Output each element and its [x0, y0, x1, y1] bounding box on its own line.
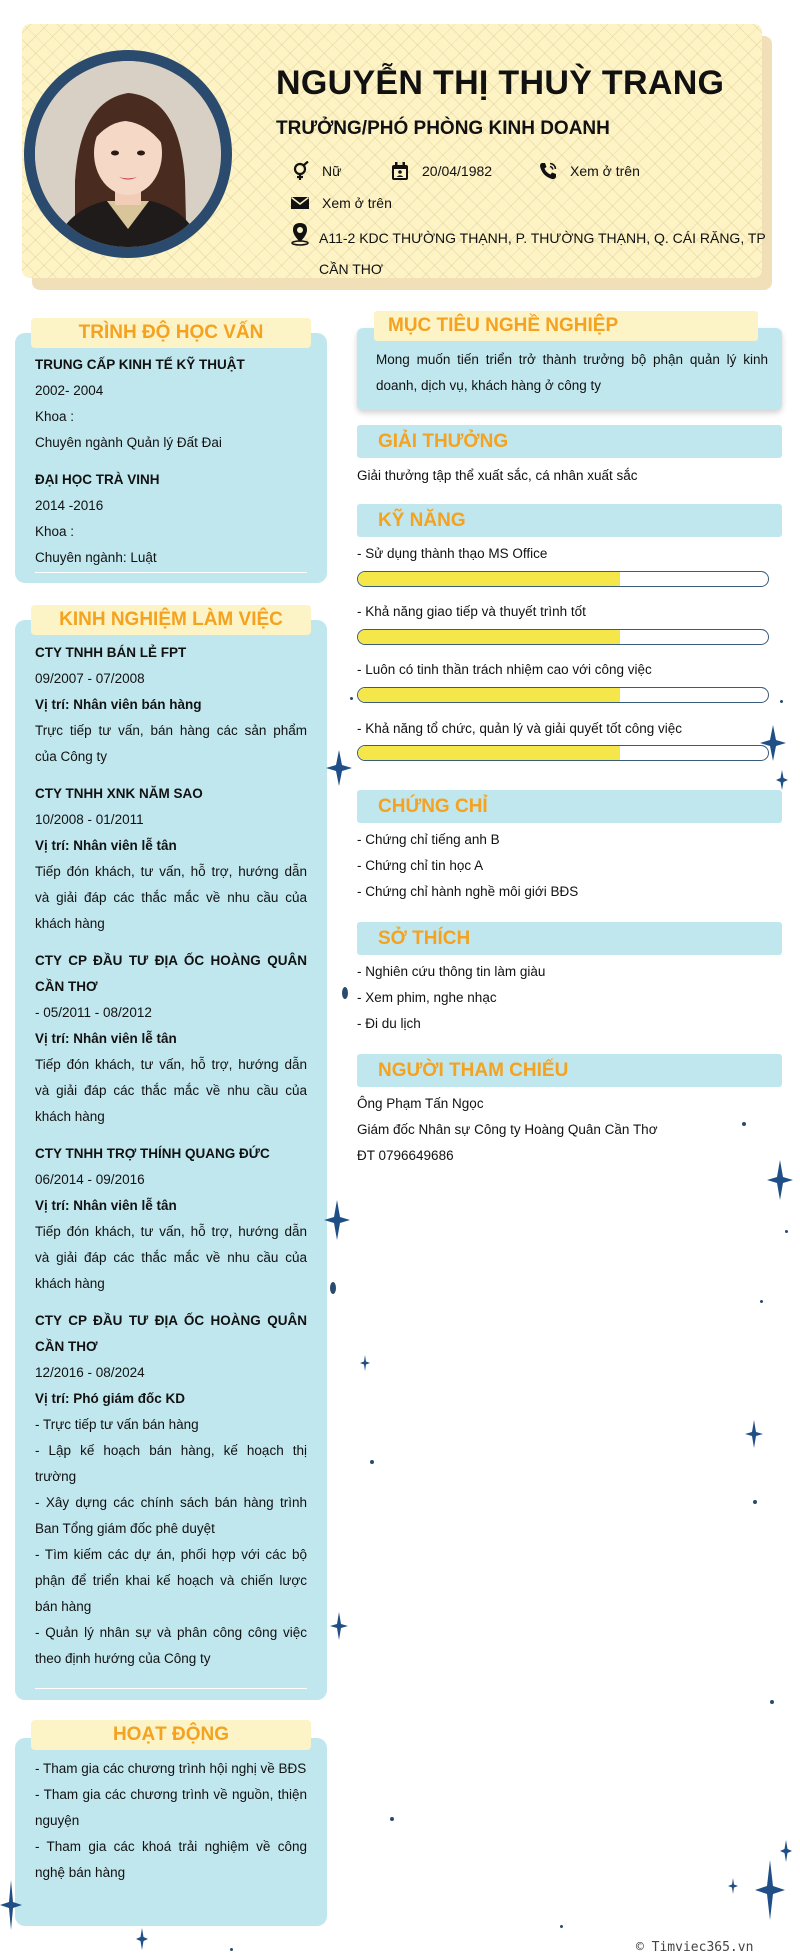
experience-role: Vị trí: Nhân viên lễ tân	[35, 1198, 177, 1213]
skill-meter	[357, 687, 769, 703]
activities-title: HOẠT ĐỘNG	[31, 1720, 311, 1750]
avatar-photo	[35, 61, 221, 247]
education-years: 2014 -2016	[35, 498, 104, 513]
awards-title: GIẢI THƯỞNG	[378, 431, 509, 452]
experience-period: - 05/2011 - 08/2012	[35, 1005, 152, 1020]
skill-meter-fill	[358, 630, 620, 644]
reference-item: ĐT 0796649686	[357, 1148, 454, 1163]
certificate-item: - Chứng chỉ hành nghề môi giới BĐS	[357, 884, 579, 899]
star-icon	[136, 1928, 148, 1950]
experience-desc: - Quản lý nhân sự và phân công công việc theo định hướng của Công ty	[35, 1625, 307, 1666]
experience-desc: Tiếp đón khách, tư vấn, hỗ trợ, hướng dẫn và giải đáp các thắc mắc về nhu cầu của khách hàng	[35, 864, 307, 931]
certificates-list	[357, 827, 782, 905]
decor-dot	[230, 1948, 233, 1951]
education-faculty: Khoa :	[35, 409, 75, 424]
experience-desc: - Lập kế hoạch bán hàng, kế hoạch thị trường	[35, 1443, 307, 1484]
objective-title: MỤC TIÊU NGHỀ NGHIỆP	[374, 311, 758, 341]
experience-desc: Trực tiếp tư vấn, bán hàng các sản phẩm của Công ty	[35, 723, 307, 764]
education-faculty: Khoa :	[35, 524, 75, 539]
hobby-item: - Nghiên cứu thông tin làm giàu	[357, 964, 546, 979]
divider	[35, 572, 307, 573]
email-info	[290, 193, 392, 213]
gender-value: Nữ	[322, 163, 342, 179]
star-icon	[767, 1160, 793, 1200]
star-icon	[745, 1420, 763, 1448]
experience-role: Vị trí: Nhân viên lễ tân	[35, 1031, 177, 1046]
education-list	[35, 352, 307, 571]
reference-item: Giám đốc Nhân sự Công ty Hoàng Quân Cần Thơ	[357, 1122, 658, 1137]
decor-dot	[785, 1230, 788, 1233]
experience-company: CTY CP ĐẦU TƯ ĐỊA ỐC HOÀNG QUÂN CẦN THƠ	[35, 1313, 307, 1354]
hobby-item: - Đi du lịch	[357, 1016, 421, 1031]
birthday-value: 20/04/1982	[422, 163, 493, 179]
experience-desc: - Tìm kiếm các dự án, phối hợp với các bộ phận để triển khai kế hoạch và chiến lược bán hàng	[35, 1547, 307, 1614]
skill-meter	[357, 571, 769, 587]
star-icon	[326, 750, 352, 786]
education-major: Chuyên ngành: Luật	[35, 550, 157, 565]
star-icon	[776, 770, 788, 790]
experience-role: Vị trí: Nhân viên lễ tân	[35, 838, 177, 853]
address-value: A11-2 KDC THƯỜNG THẠNH, P. THƯỜNG THẠNH, Q. CÁI RĂNG, TP CẦN THƠ	[319, 230, 766, 277]
star-icon	[755, 1860, 785, 1920]
skill-meter-fill	[358, 688, 620, 702]
experience-company: CTY CP ĐẦU TƯ ĐỊA ỐC HOÀNG QUÂN CẦN THƠ	[35, 953, 307, 994]
candidate-name: NGUYỄN THỊ THUỲ TRANG	[276, 64, 725, 102]
skill-meter	[357, 629, 769, 645]
location-icon	[290, 222, 310, 246]
decor-dot	[370, 1460, 374, 1464]
avatar	[35, 61, 221, 247]
experience-title: KINH NGHIỆM LÀM VIỆC	[31, 605, 311, 635]
awards-text: Giải thưởng tập thể xuất sắc, cá nhân xuất sắc	[357, 468, 638, 483]
experience-desc: - Trực tiếp tư vấn bán hàng	[35, 1417, 199, 1432]
experience-period: 10/2008 - 01/2011	[35, 812, 144, 827]
skill-meter-fill	[358, 746, 620, 760]
certificates-title: CHỨNG CHỈ	[378, 796, 488, 817]
phone-info	[538, 161, 640, 181]
divider	[35, 1688, 307, 1689]
decor-dot	[342, 987, 348, 999]
star-icon	[728, 1878, 738, 1894]
decor-dot	[330, 1282, 336, 1294]
experience-desc: Tiếp đón khách, tư vấn, hỗ trợ, hướng dẫn và giải đáp các thắc mắc về nhu cầu của khách hàng	[35, 1057, 307, 1124]
certificate-item: - Chứng chỉ tiếng anh B	[357, 832, 500, 847]
experience-company: CTY TNHH XNK NĂM SAO	[35, 786, 203, 801]
education-major: Chuyên ngành Quản lý Đất Đai	[35, 435, 222, 450]
experience-list	[35, 640, 307, 1672]
email-icon	[290, 193, 310, 213]
activity-item: - Tham gia các khoá trải nghiệm về công nghệ bán hàng	[35, 1839, 307, 1880]
education-years: 2002- 2004	[35, 383, 104, 398]
objective-text: Mong muốn tiến triển trở thành trưởng bộ phận quản lý kinh doanh, dịch vụ, khách hàng ở công ty	[376, 352, 768, 393]
gender-icon	[290, 161, 310, 181]
skill-meter	[357, 745, 769, 761]
certificate-item: - Chứng chỉ tin học A	[357, 858, 484, 873]
references-list	[357, 1091, 782, 1169]
star-icon	[324, 1200, 350, 1240]
decor-dot	[390, 1817, 394, 1821]
activity-item: - Tham gia các chương trình về nguồn, thiện nguyện	[35, 1787, 307, 1828]
decor-dot	[760, 1300, 763, 1303]
star-icon	[0, 1880, 22, 1930]
experience-desc: - Xây dựng các chính sách bán hàng trình Ban Tổng giám đốc phê duyệt	[35, 1495, 307, 1536]
experience-role: Vị trí: Phó giám đốc KD	[35, 1391, 186, 1406]
email-value: Xem ở trên	[322, 195, 392, 211]
decor-dot	[770, 1700, 774, 1704]
phone-icon	[538, 161, 558, 181]
education-title: TRÌNH ĐỘ HỌC VẤN	[31, 318, 311, 348]
experience-period: 09/2007 - 07/2008	[35, 671, 145, 686]
skill-meter-fill	[358, 572, 620, 586]
experience-period: 12/2016 - 08/2024	[35, 1365, 145, 1380]
activities-list	[35, 1756, 307, 1886]
reference-item: Ông Phạm Tấn Ngọc	[357, 1096, 484, 1111]
decor-dot	[560, 1925, 563, 1928]
experience-company: CTY TNHH TRỢ THÍNH QUANG ĐỨC	[35, 1146, 270, 1161]
education-school: TRUNG CẤP KINH TẾ KỸ THUẬT	[35, 357, 245, 372]
watermark: © Timviec365.vn	[636, 1940, 754, 1955]
candidate-position: TRƯỞNG/PHÓ PHÒNG KINH DOANH	[276, 118, 610, 139]
hobbies-list	[357, 959, 782, 1037]
references-title: NGƯỜI THAM CHIẾU	[378, 1060, 569, 1081]
star-icon	[360, 1355, 370, 1371]
gender-info	[290, 161, 341, 181]
decor-dot	[753, 1500, 757, 1504]
skill-label: - Khả năng giao tiếp và thuyết trình tốt	[357, 604, 586, 619]
decor-dot	[350, 697, 353, 700]
experience-company: CTY TNHH BÁN LẺ FPT	[35, 645, 187, 660]
skills-title: KỸ NĂNG	[378, 510, 466, 531]
decor-dot	[780, 700, 783, 703]
hobbies-title: SỞ THÍCH	[378, 928, 471, 949]
hobby-item: - Xem phim, nghe nhạc	[357, 990, 497, 1005]
experience-period: 06/2014 - 09/2016	[35, 1172, 145, 1187]
experience-desc: Tiếp đón khách, tư vấn, hỗ trợ, hướng dẫn và giải đáp các thắc mắc về nhu cầu của khách hàng	[35, 1224, 307, 1291]
skill-label: - Luôn có tinh thần trách nhiệm cao với công việc	[357, 662, 652, 677]
education-school: ĐẠI HỌC TRÀ VINH	[35, 472, 160, 487]
phone-value: Xem ở trên	[570, 163, 640, 179]
star-icon	[330, 1612, 348, 1640]
experience-role: Vị trí: Nhân viên bán hàng	[35, 697, 202, 712]
skill-label: - Khả năng tổ chức, quản lý và giải quyết tốt công việc	[357, 721, 682, 736]
decor-dot	[742, 1122, 746, 1126]
skill-label: - Sử dụng thành thạo MS Office	[357, 546, 548, 561]
activity-item: - Tham gia các chương trình hội nghị về BĐS	[35, 1761, 307, 1776]
birthday-info	[390, 161, 492, 181]
star-icon	[780, 1840, 792, 1862]
star-icon	[760, 725, 786, 761]
calendar-icon	[390, 161, 410, 181]
